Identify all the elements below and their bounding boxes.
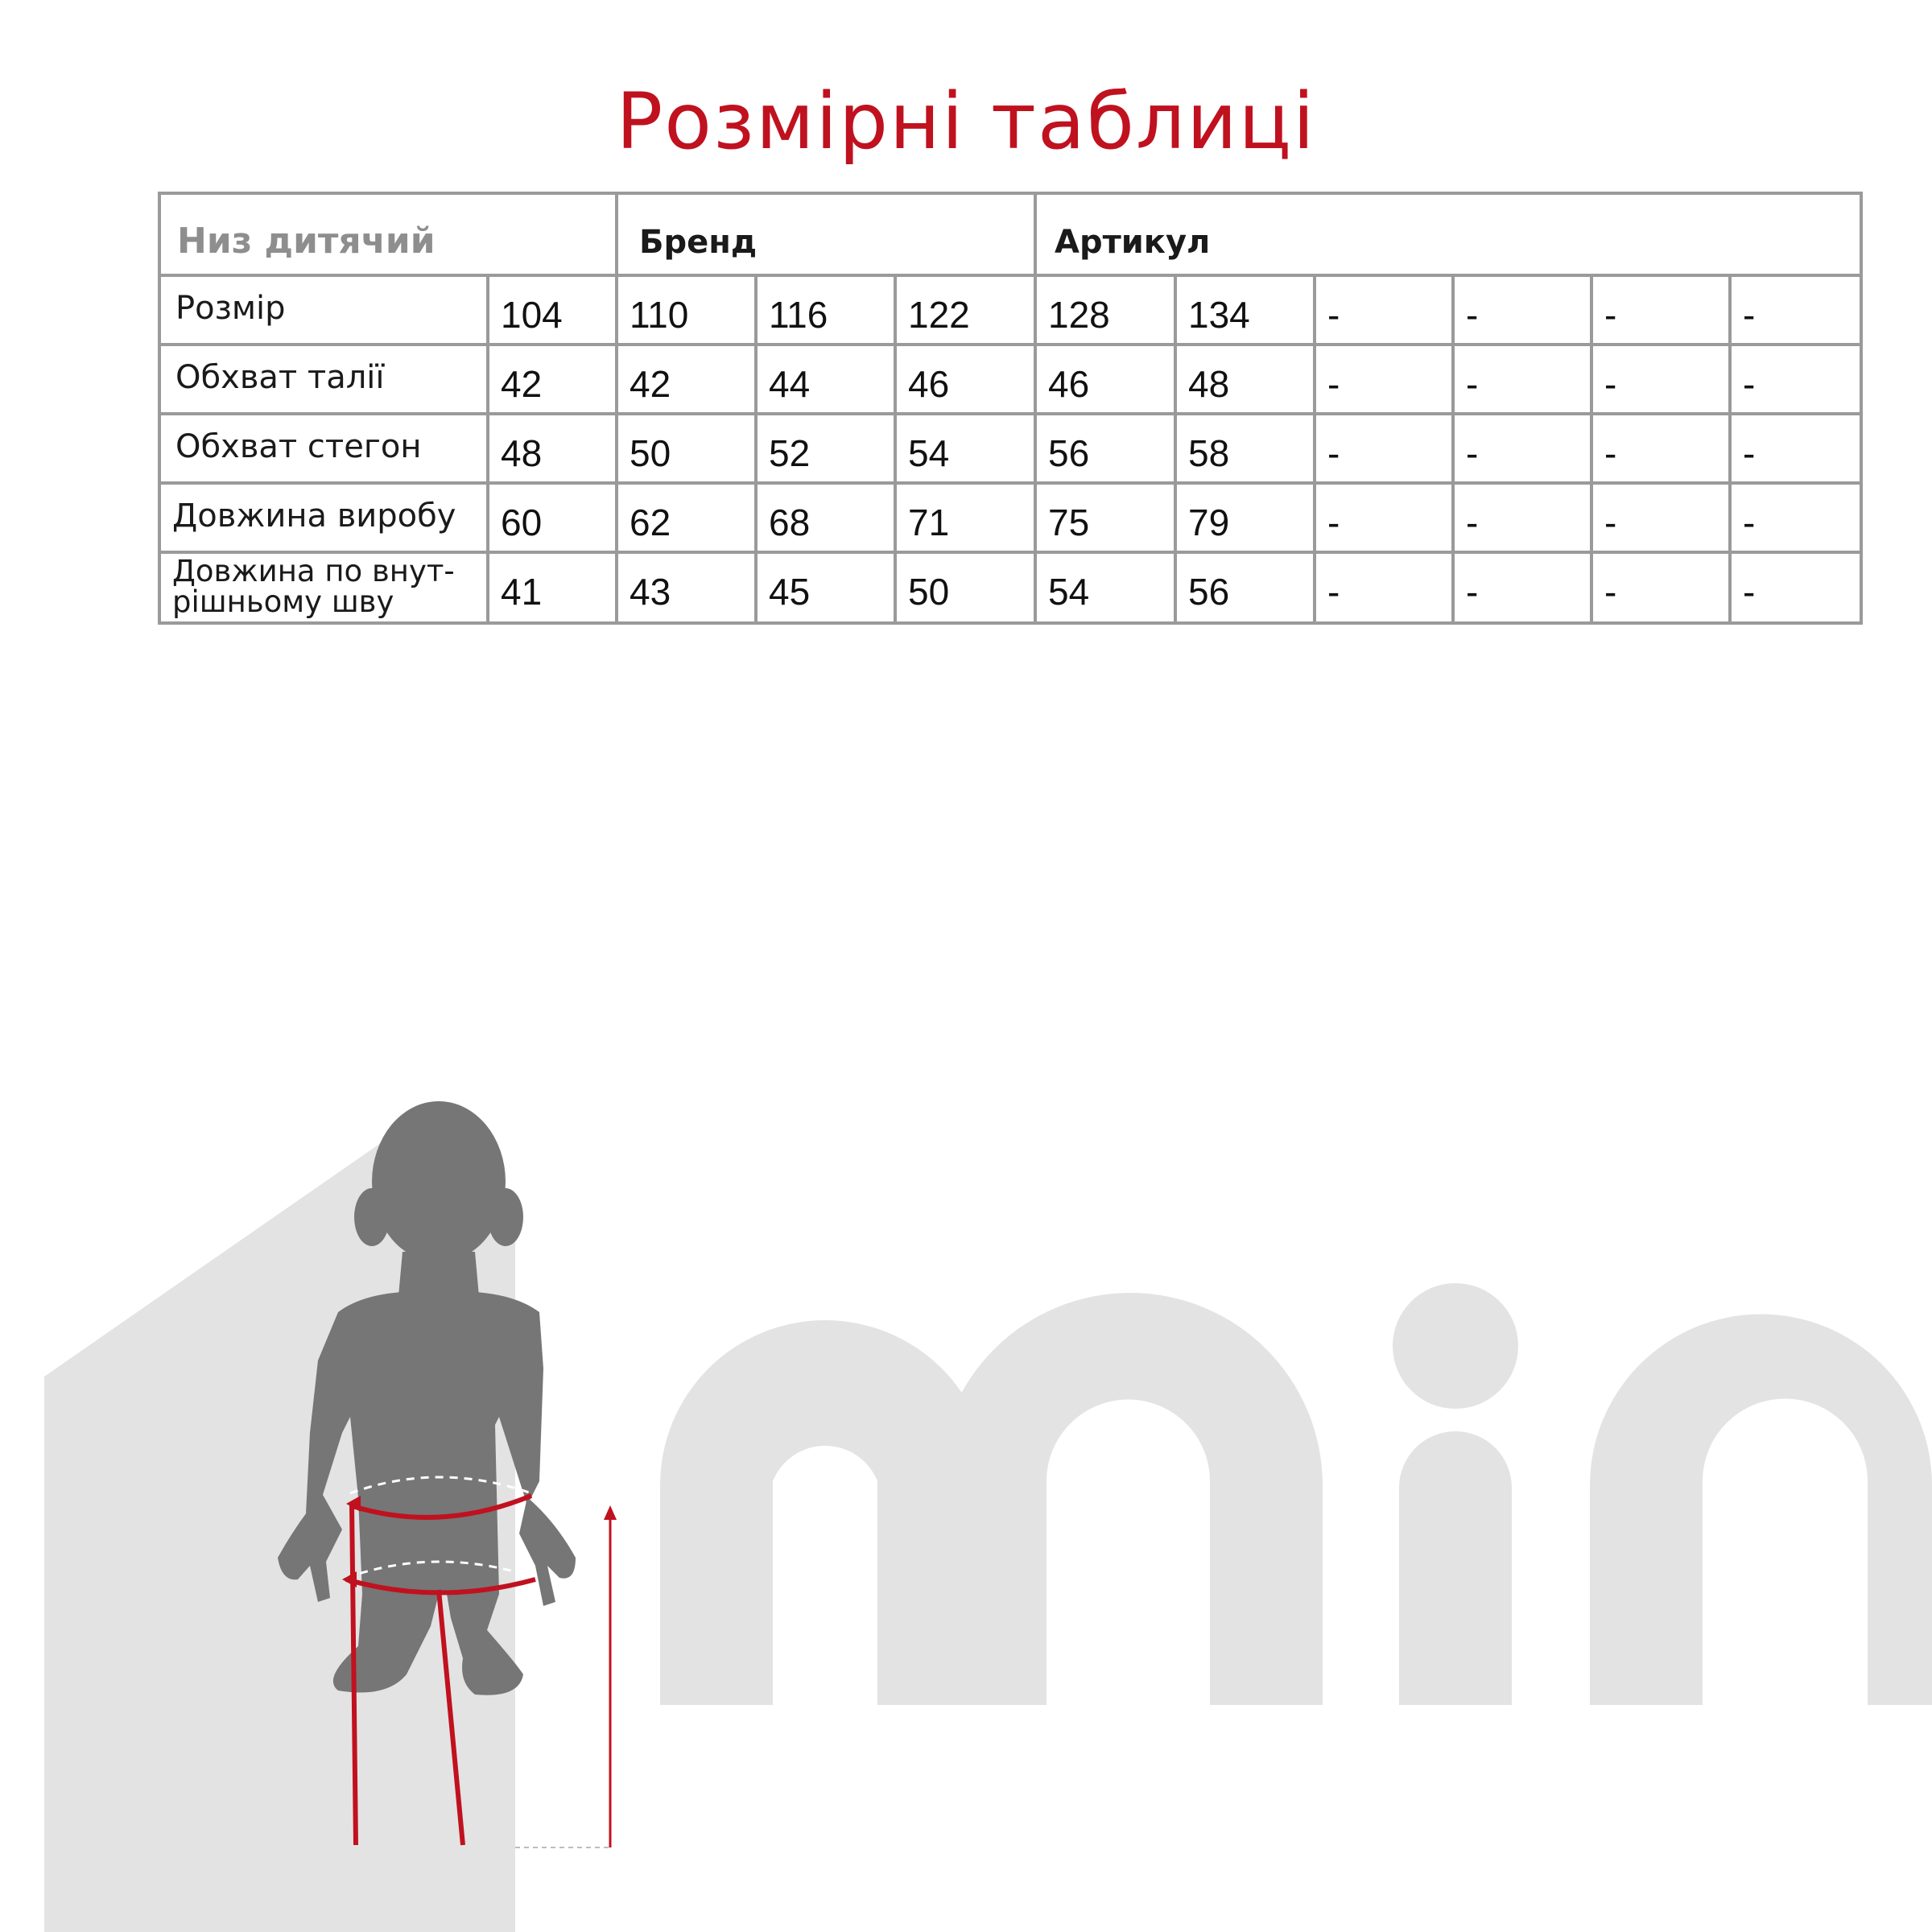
table-cell: 46 <box>908 363 950 405</box>
table-cell: - <box>1327 294 1340 336</box>
table-cell: 58 <box>1188 432 1230 474</box>
table-cell: 116 <box>769 294 828 336</box>
table-cell: - <box>1466 294 1479 336</box>
table-cell: - <box>1604 363 1617 405</box>
table-cell: 41 <box>501 571 543 613</box>
table-cell: - <box>1327 571 1340 613</box>
table-cell: - <box>1743 571 1756 613</box>
table-cell: - <box>1743 363 1756 405</box>
table-cell: - <box>1743 502 1756 543</box>
table-cell: - <box>1604 432 1617 474</box>
table-cell: 50 <box>630 432 671 474</box>
table-cell: 122 <box>908 294 970 336</box>
table-cell: 104 <box>501 294 563 336</box>
table-cell: 52 <box>769 432 811 474</box>
table-cell: 110 <box>630 294 689 336</box>
table-cell: 79 <box>1188 502 1230 543</box>
table-cell: - <box>1466 502 1479 543</box>
table-cell: - <box>1327 432 1340 474</box>
category-label: Низ дитячий <box>177 221 436 262</box>
table-cell: 62 <box>630 502 671 543</box>
size-table <box>158 192 1863 625</box>
page-title: Розмірні таблиці <box>616 76 1316 167</box>
table-cell: - <box>1466 432 1479 474</box>
table-cell: 56 <box>1048 432 1090 474</box>
table-cell: 75 <box>1048 502 1090 543</box>
table-cell: 50 <box>908 571 950 613</box>
table-cell: 42 <box>501 363 543 405</box>
table-cell: - <box>1327 363 1340 405</box>
table-cell: 48 <box>501 432 543 474</box>
table-cell: 44 <box>769 363 811 405</box>
min-logo-watermark <box>660 1283 1932 1705</box>
table-cell: 71 <box>908 502 950 543</box>
row-label: Обхват стегон <box>175 428 422 465</box>
table-cell: - <box>1743 432 1756 474</box>
table-cell: - <box>1327 502 1340 543</box>
measurement-illustration <box>0 1046 1932 1932</box>
table-cell: 42 <box>630 363 671 405</box>
table-cell: 68 <box>769 502 811 543</box>
table-cell: 56 <box>1188 571 1230 613</box>
row-label: Розмір <box>175 290 286 327</box>
brand-label: Бренд <box>639 224 758 261</box>
table-cell: 128 <box>1048 294 1110 336</box>
table-cell: 48 <box>1188 363 1230 405</box>
table-cell: 43 <box>630 571 671 613</box>
table-cell: 54 <box>1048 571 1090 613</box>
table-cell: 46 <box>1048 363 1090 405</box>
table-cell: - <box>1604 571 1617 613</box>
row-label: Обхват талії <box>175 359 385 396</box>
table-cell: 134 <box>1188 294 1250 336</box>
article-label: Артикул <box>1055 224 1211 261</box>
table-cell: - <box>1466 363 1479 405</box>
row-label: Довжина по внут-рішньому шву <box>172 554 455 619</box>
row-label: Довжина виробу <box>172 497 456 535</box>
table-cell: 45 <box>769 571 811 613</box>
table-cell: - <box>1604 502 1617 543</box>
table-cell: - <box>1466 571 1479 613</box>
table-cell: 60 <box>501 502 543 543</box>
table-cell: - <box>1743 294 1756 336</box>
table-cell: - <box>1604 294 1617 336</box>
table-cell: 54 <box>908 432 950 474</box>
